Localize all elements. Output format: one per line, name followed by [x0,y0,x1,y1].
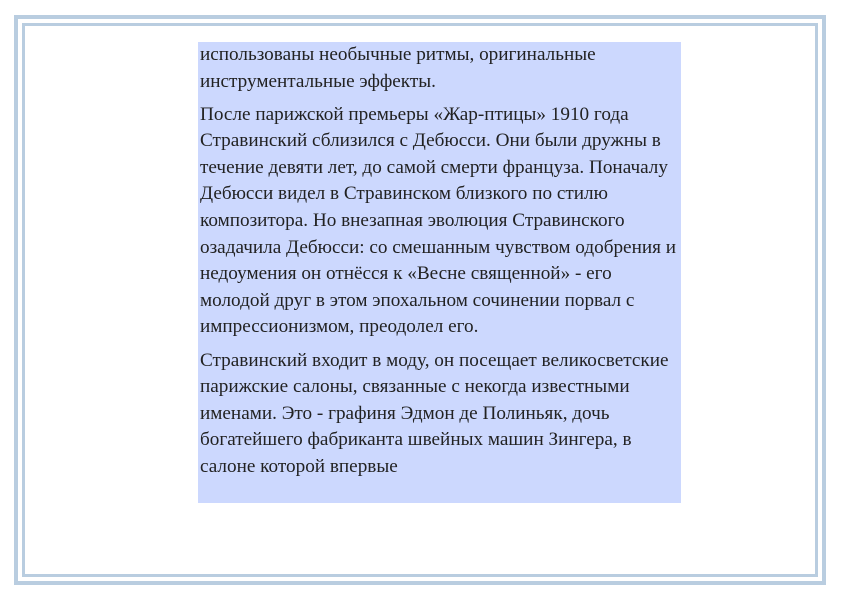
paragraph-2: После парижской премьеры «Жар-птицы» 1910 года Стравинский сблизился с Дебюсси. Они были дружны в течение девяти лет, до самой смерти француза. Поначалу Дебюсси видел в Стравинском близкого по стилю композитора. Но внезапная эволюция Стравинского озадачила Дебюсси: со смешанным чувством одобрения и недоумения он отнёсся к «Весне священной» - его молодой друг в этом эпохальном сочинении порвал с импрессионизмом, преодолел его. [200,103,676,338]
text-box [198,42,681,503]
paragraph-3: Стравинский входит в моду, он посещает великосветские парижские салоны, связанные с некогда известными именами. Это - графиня Эдмон де Полиньяк, дочь богатейшего фабриканта швейных машин Зингера, в салоне которой впервые [200,349,669,477]
paragraph-1: использованы необычные ритмы, оригинальные инструментальные эффекты. [200,44,596,92]
